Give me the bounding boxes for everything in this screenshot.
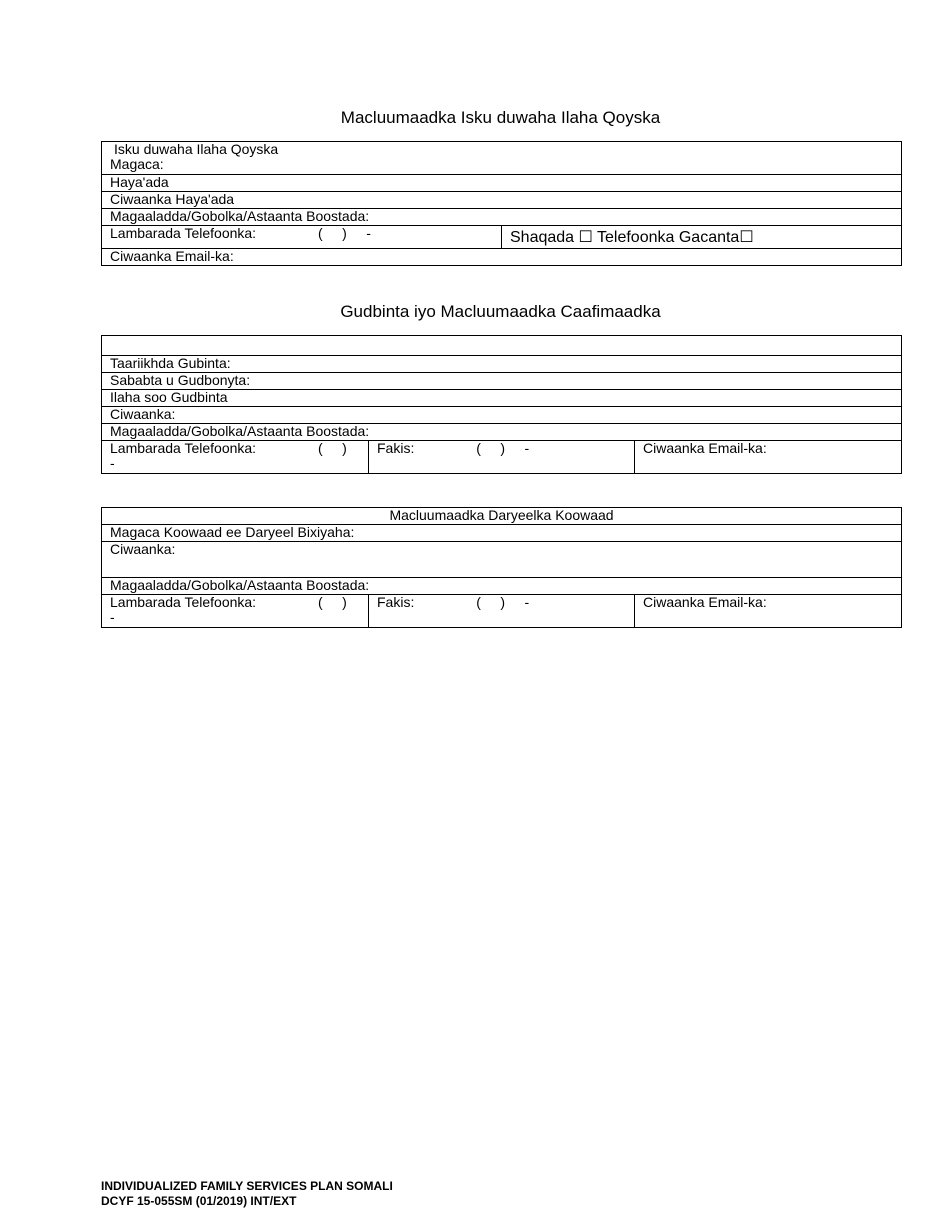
name-label: Magaca:	[110, 156, 164, 172]
referral-date-field[interactable]	[102, 356, 902, 373]
referral-source-field[interactable]	[102, 390, 902, 407]
phone-type-field[interactable]	[502, 226, 902, 249]
referral-email-field[interactable]	[635, 441, 902, 474]
footer-form-name: INDIVIDUALIZED FAMILY SERVICES PLAN SOMALI	[101, 1179, 393, 1193]
city-label: Magaaladda/Gobolka/Astaanta Boostada:	[110, 208, 370, 224]
agency-label: Haya'ada	[110, 174, 169, 190]
referral-city-field[interactable]	[102, 424, 902, 441]
referral-fax-label: Fakis:	[377, 440, 415, 456]
referral-source-label: Ilaha soo Gudbinta	[110, 389, 228, 405]
caregiver-table	[101, 507, 902, 628]
coordinator-name-field[interactable]	[102, 142, 902, 175]
footer-form-number: DCYF 15-055SM (01/2019) INT/EXT	[101, 1194, 297, 1208]
caregiver-name-label: Magaca Koowaad ee Daryeel Bixiyaha:	[110, 524, 355, 540]
phone-format: ( ) -	[317, 225, 371, 241]
caregiver-fax-format: ( ) -	[476, 594, 530, 610]
referral-fax-format: ( ) -	[476, 440, 530, 456]
agency-address-field[interactable]	[102, 192, 902, 209]
phone-label: Lambarada Telefoonka:	[110, 225, 257, 241]
caregiver-fax-label: Fakis:	[377, 594, 415, 610]
form-footer	[101, 1179, 393, 1209]
caregiver-fax-field[interactable]	[369, 595, 635, 628]
referral-city-label: Magaaladda/Gobolka/Astaanta Boostada:	[110, 423, 370, 439]
caregiver-name-field[interactable]	[102, 525, 902, 542]
referral-phone-dash: -	[110, 455, 115, 471]
caregiver-email-label: Ciwaanka Email-ka:	[643, 594, 767, 610]
coordinator-label: Isku duwaha Ilaha Qoyska	[114, 141, 279, 157]
referral-phone-field[interactable]	[102, 441, 369, 474]
caregiver-phone-paren: ( )	[317, 594, 347, 610]
referral-email-label: Ciwaanka Email-ka:	[643, 440, 767, 456]
caregiver-city-field[interactable]	[102, 578, 902, 595]
referral-date-label: Taariikhda Gubinta:	[110, 355, 231, 371]
referral-reason-label: Sababta u Gudbonyta:	[110, 372, 251, 388]
referral-phone-label: Lambarada Telefoonka:	[110, 440, 257, 456]
referral-address-field[interactable]	[102, 407, 902, 424]
email-field[interactable]	[102, 249, 902, 266]
caregiver-phone-label: Lambarada Telefoonka:	[110, 594, 257, 610]
caregiver-phone-dash: -	[110, 609, 115, 625]
referral-title: Gudbinta iyo Macluumaadka Caafimaadka	[340, 302, 661, 321]
referral-table	[101, 335, 902, 474]
caregiver-phone-field[interactable]	[102, 595, 369, 628]
agency-address-label: Ciwaanka Haya'ada	[110, 191, 235, 207]
referral-reason-field[interactable]	[102, 373, 902, 390]
family-contact-table	[101, 141, 902, 266]
caregiver-address-label: Ciwaanka:	[110, 541, 176, 557]
family-contact-title: Macluumaadka Isku duwaha Ilaha Qoyska	[340, 108, 661, 127]
phone-type-options: Shaqada ☐ Telefoonka Gacanta☐	[510, 228, 754, 246]
referral-fax-field[interactable]	[369, 441, 635, 474]
caregiver-city-label: Magaaladda/Gobolka/Astaanta Boostada:	[110, 577, 370, 593]
referral-address-label: Ciwaanka:	[110, 406, 176, 422]
caregiver-email-field[interactable]	[635, 595, 902, 628]
phone-field[interactable]	[102, 226, 502, 249]
agency-field[interactable]	[102, 175, 902, 192]
caregiver-title: Macluumaadka Daryeelka Koowaad	[102, 508, 902, 525]
city-state-zip-field[interactable]	[102, 209, 902, 226]
caregiver-address-field[interactable]	[102, 542, 902, 578]
referral-phone-paren: ( )	[317, 440, 347, 456]
referral-blank-row[interactable]	[102, 336, 902, 356]
email-label: Ciwaanka Email-ka:	[110, 248, 234, 264]
